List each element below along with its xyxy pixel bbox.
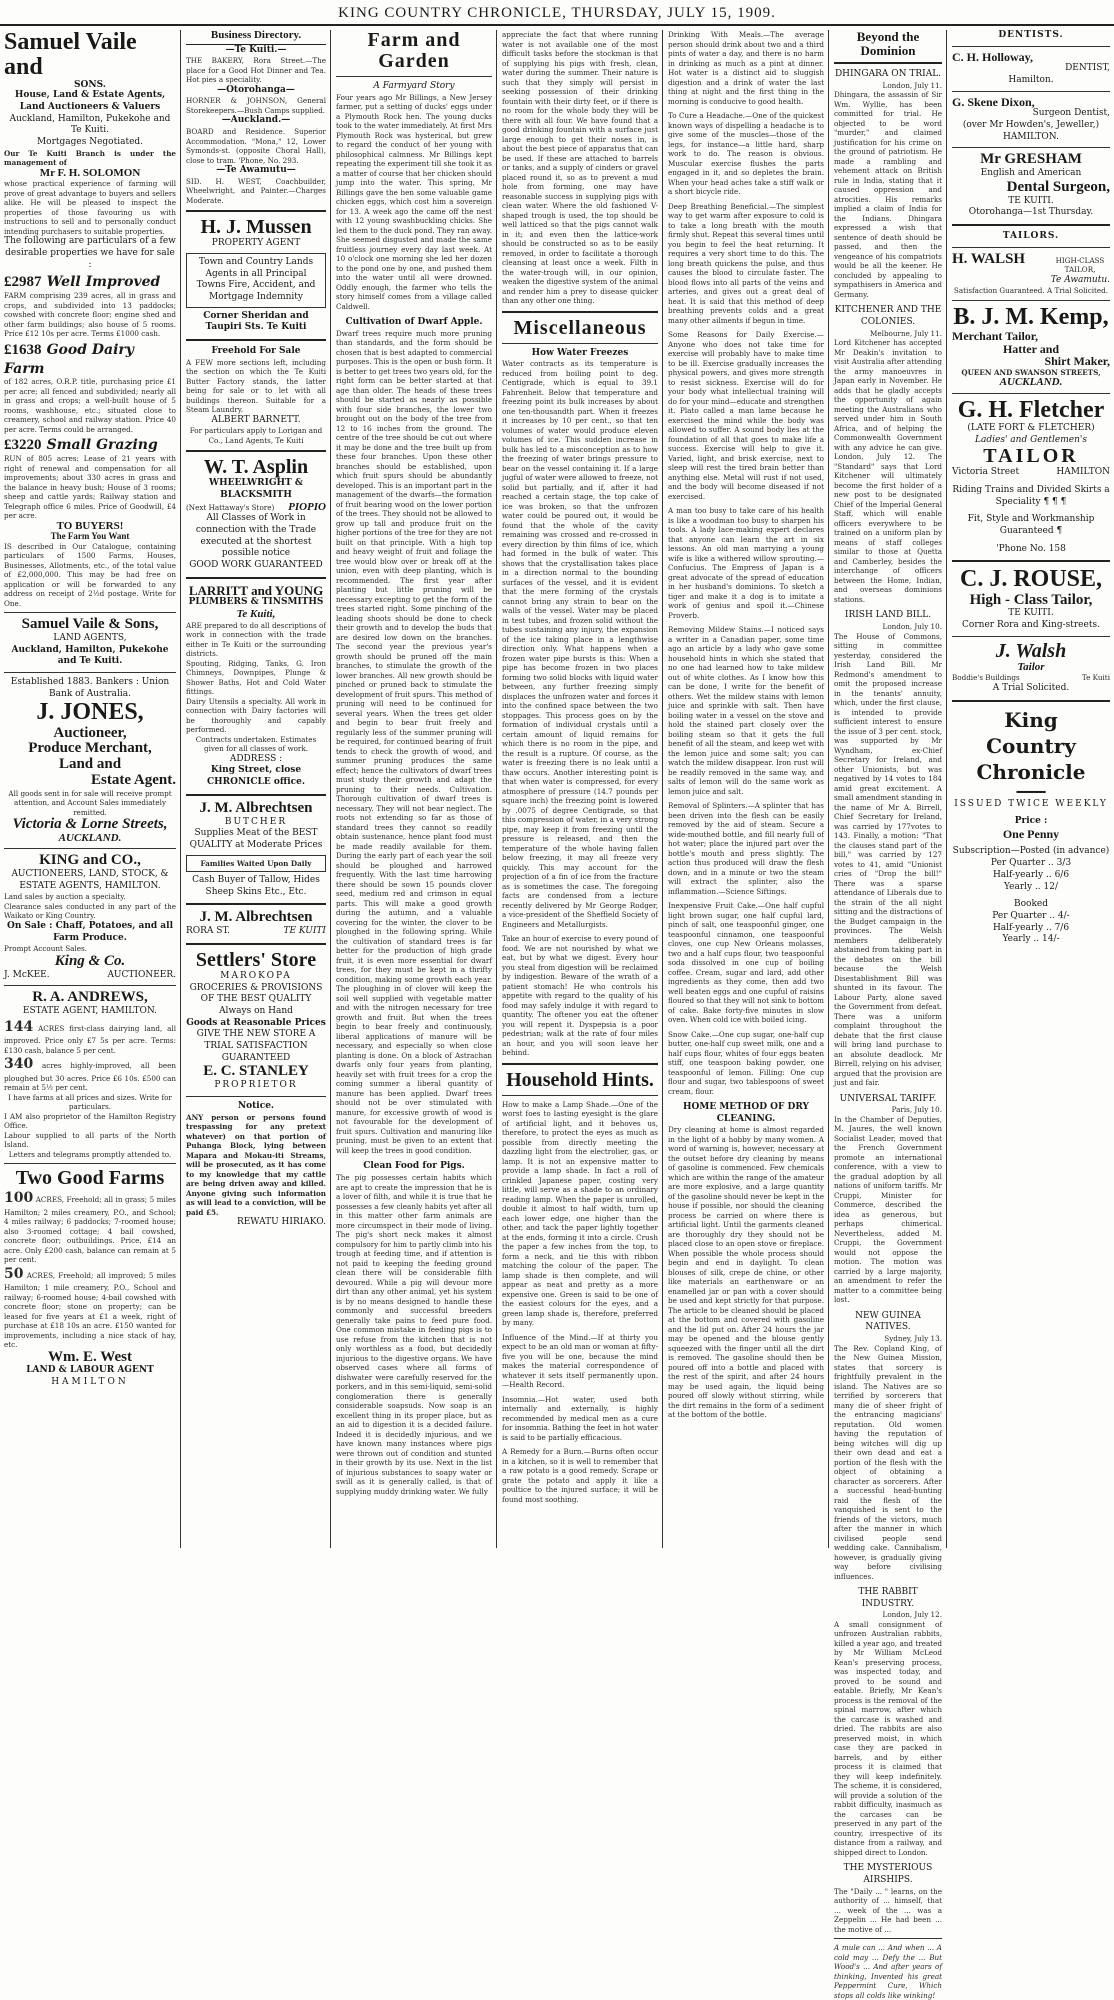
column-professional-cards: [948, 30, 1114, 1548]
king-sale: On Sale : Chaff, Potatoes, and all Farm Produce.: [7, 920, 173, 943]
household-hints-head: Household Hints.: [506, 1068, 654, 1091]
burn-paragraph: A Remedy for a Burn.—Burns often occur in a kitchen, so it is well to remember that a raw potato is a good remedy. Scrape or grate the potato and apply it like a poultice to the injured surface; it will be found most soothing.: [502, 1447, 658, 1504]
fruit-cake-paragraph: Inexpensive Fruit Cake.—One half cupful light brown sugar, one half cupful lard, pinch of salt, one teaspoonful ginger, one teaspoonful cinnamon, one teaspoonful cloves, one cup New Orleans molasses, two and a half cups flour, two teaspoonful soda dissolved in one cup of boiling coffee. Cream, sugar and lard, add other ingredients as they come, then add two well beaten eggs and one cupful of raisins floured so that they will not sink to bottom of cake. Bake forty-five minutes in slow oven. When cold ice with boiled icing.: [668, 901, 824, 1024]
water-freezes-head: How Water Freezes: [531, 347, 629, 358]
west-city: HAMILTON: [51, 1377, 129, 1388]
andrews-acres-num: 144: [4, 1018, 34, 1035]
vaile-list: The following are particulars of a few desirable properties we have for sale :: [4, 236, 176, 270]
stanley-trade: PROPRIETOR: [214, 1080, 298, 1091]
chronicle-subscription: Subscription—Posted (in advance): [952, 846, 1110, 857]
king-prompt: Prompt Account Sales.: [4, 944, 87, 954]
column-divider: [946, 30, 947, 1548]
asplin-body: All Classes of Work in connection with the Trade executed at the shortest possible notice: [195, 513, 317, 559]
mussen-addr: Corner Sheridan and Taupiri Sts. Te Kuiti: [203, 310, 309, 333]
king-trade: AUCTIONEERS, LAND, STOCK, & ESTATE AGENTS, HAMILTON.: [11, 869, 169, 891]
column-divider: [330, 30, 331, 1548]
walsh-town: Te Awamutu.: [1050, 274, 1110, 285]
household-hints-body: How to make a Lamp Shade.—One of the worst foes to lasting eyesight is the glare of artificial light, and it behoves us, therefore, to protect the eyes as much as possible from directly meeting the dazzling light from the electrolier, gas, or lamp. It is not an expensive matter to provide a lamp shade. In fact a roll of crinkled Japanese paper, costing very little, will serve as a shade to an ordinary reading lamp. When the paper is unrolled, double it almost to half width, turn up each lower edge, one higher than the other, and tack the paper lightly together at the ends, forming it into a circle. Crush the paper a few inches from the top, to form a neck, and tie this with ribbon matching the colour of the paper. The lamp shade is then complete, and will appear as neat and pretty as a more expensive one. Green is said to be one of the easiest colours for the eyes, and a green lamp shade is, therefore, preferred by many.: [502, 1099, 658, 1328]
vaile-sons: SONS.: [74, 80, 106, 91]
news-head: THE MYSTERIOUS AIRSHIPS.: [843, 1863, 933, 1886]
chronicle-rate: Per Quarter .. 3/3: [990, 858, 1072, 869]
andrews-trade: ESTATE AGENT, HAMILTON.: [22, 1006, 158, 1017]
news-body: The Rev. Copland King, of the New Guinea Mission, states that sorcery is frightfully prevalent in the island. The Natives are so terrified by sorcerers that many die of sheer fright of the entrancing magicians' reputation. Old women having the reputation of being witches will dig up their own dead and eat a portion of the flesh with the object of obtaining a character as sorcerers. After a successful head-hunting raid the flesh of the vanquished is sent to the friends of the victors, much after the manner in which civilised people send wedding cake. Cannibalism, however, is gradually giving way before civilising influences.: [834, 1343, 942, 1581]
dixon-name: G. Skene Dixon,: [952, 94, 1035, 109]
column-advertisements-left: [0, 30, 180, 1548]
jwalsh-trial: A Trial Solicited.: [992, 682, 1070, 693]
king-signature: King & Co.: [54, 952, 126, 969]
proverbs-paragraph: A man too busy to take care of his health is like a woodman too busy to sharpen his tools. A lady lace-making expert declares that anyone can learn the art in six lessons. An old man marrying a young wife is like a withered willow sprouting.—Confucius. The Empress of Japan is a great advocate of the spread of education in her husband's dominions. To sketch a tiger and make it a dog is to imitate a work of genius and spoil it.—Chinese Proverb.: [668, 506, 824, 620]
asplin-name: W. T. Asplin: [203, 456, 309, 479]
fletcher-fit: Fit, Style and Workmanship Guaranteed ¶: [967, 514, 1095, 537]
chronicle-rate: Per Quarter .. 4/-: [992, 910, 1070, 921]
column-beyond-dominion: [830, 29, 946, 2000]
bakery-listing: THE BAKERY, Rora Street.—The place for a Good Hot Dinner and Tea. Hot pies a speciality.: [186, 56, 326, 85]
fletcher-city: HAMILTON: [1056, 467, 1110, 478]
kemp-city: AUCKLAND.: [999, 376, 1063, 389]
gresham-line: English and American: [980, 168, 1082, 179]
splinters-paragraph: Removal of Splinters.—A splinter that has been driven into the flesh can be easily removed by the aid of steam. Secure a wide-mouthed bottle, and fill nearly full of hot water; place the injured part over the bottle's mouth and press slightly. The action thus produced will draw the flesh down, and in a minute or two the steam will extract the splinter, also the inflammation.—Science Siftings.: [668, 801, 824, 896]
exercise-reasons-paragraph: Some Reasons for Daily Exercise.—Anyone who does not take time for exercise will probably have to make time to be ill. Exercise gradually increases the physical powers, and gives more strength to resist sickness. Exercise will do for your body what intellectual training will do for your mind—educate and strengthen it. Plato called a man lame because he exercised the mind while the body was allowed to suffer. A sound body lies at the foundation of all that goes to make life a success. Exercise will help to give it. Varied, light, and brisk exercise, next to sleep will rest the tired brain better than anything else. Metal will rust if not used, and the body will become diseased if not exercised.: [668, 330, 824, 501]
kemp-line: Shirt Maker,: [1044, 354, 1110, 369]
albrechtsen-trade: BUTCHER: [224, 816, 288, 827]
headache-paragraph: To Cure a Headache.—One of the quickest known ways of dispelling a headache is to give some of the muscles—those of the legs, for instance—a little hard, sharp work to do. The reason is obvious. Muscular exercise flushes the parts engaged in it, and so depletes the brain. When your head aches take a stiff walk or a short bicycle ride.: [668, 111, 824, 196]
albrechtsen-name: J. M. Albrechtsen: [199, 799, 313, 816]
holloway-town: Hamilton.: [1008, 74, 1054, 85]
albrechtsen-buyer: Cash Buyer of Tallow, Hides Sheep Skins Etc., Etc.: [192, 875, 320, 897]
rouse-addr: Corner Rora and King-streets.: [962, 620, 1100, 631]
section-head: —Auckland.—: [221, 115, 291, 126]
column-divider: [496, 30, 497, 1548]
settlers-line: GIVE THE NEW STORE A TRIAL SATISFACTION GUARANTEED: [196, 1029, 316, 1063]
news-head: THE RABBIT INDUSTRY.: [858, 1587, 918, 1609]
property-body: RUN of 805 acres: Lease of 21 years with right of renewal and compensation for all improvements; about 330 acres in grass and the balance in heavy bush; House of 3 rooms; sheep and cattle yards; Railway station and Telegraph office 6 miles. Price of Goodwill, £4 per acre.: [4, 454, 176, 521]
property-title: Small Grazing: [46, 437, 158, 454]
west-listing: SID. H. WEST, Coachbuilder, Wheelwright, and Painter.—Charges Moderate.: [186, 176, 326, 205]
gresham-name: Mr GRESHAM: [980, 151, 1082, 168]
rouse-town: TE KUITI.: [1008, 608, 1054, 619]
farm-acres-body: ACRES, Freehold; all improved; 5 miles Hamilton; 1 mile creamery, P.O., School and railway; 6-roomed house; 4-bail cowshed with concrete floor; stone on property; can be leased for five years at £1 a week, right of purchase at £18 10s an acre. £150 wanted for improvements, including a nice stack of hay, etc.: [4, 1270, 176, 1350]
mildew-paragraph: Removing Mildew Stains.—I noticed says a writer in a Canadian paper, some time ago an article by a lady who gave some household hints in which she stated that no one had learned how to take mildew out of white clothes. As I know how this can be done, I write for the benefit of others. Wet the mildew stains with lemon juice and sprinkle with salt. Then have boiling water in a vessel on the stove and hold the stained part closely over the boiling steam so that it gets the full benefit of all the steam, and keep wet with the lemon juice and some salt; you can watch the mildew disappear. Iron rust will be readily removed in the same way, and salts of lemon will do the same work as lemon juice and salt.: [668, 625, 824, 796]
dwarf-apple-body: Dwarf trees require much more pruning than standards, and the form should be chosen that is best adapted to commercial purposes. This is the open or bush form. It is better to get trees two years old, for the right form can be better started at that age than older. The heads of these trees should be started as nearly as possible with four side branches, the lower two brought out on the body of the tree from 12 to 16 inches from the ground. The centre of the tree should be cut out where it may be done and the tree built up from these four branches. Upon these other branches should be established, upon which fruit spurs should be abundantly developed. This is an important part in the management of the dwarfs—the formation of fruit bearing wood on the lower portion of the trees. They should not be allowed to grow up tall and produce fruit on the higher portions of the tree for they are not built on that principle. With a high top and heavy weight of fruit and foliage the tree would blow over or break off at the union, even with deep planting, which is recommended. The first year after planting but little pruning will be necessary excepting to get the form of the trees started right. Some pinching of the leading shoots should be done to check their growth and to develop the buds that are desired low down on the branches. The second year the previous year's growth should be pruned off the main branches, to stimulate the growth of the lower branches. All new growth should be pinched or pruned back to stimulate the development of fruit spurs. This method of pruning will need to be continued for several years. When the trees get older and begin to bear fruit freely and regularly less of the summer pruning will be required, for continued bearing of fruit tends to check the growth of wood, and summer pruning produces the same effect; hence the cultivators of dwarf trees must study their growth and adapt the pruning to their needs. Cultivation. Thorough cultivation of dwarf trees is necessary. They will not bear neglect. The roots not extending so far as those of standard trees they cannot so readily obtain sustenance, hence plant food must be made readily available for them. During the early part of each year the soil should be ploughed and harrowed frequently. With the last time harrowing there should be sown 15 pounds clover seed, medium red and crimson in equal parts. This will make a good growth during the autumn, and a valuable covering for the winter, the clover to be ploughed in the following spring. While the cultivation of standard trees is far better for the production of high grade fruit, it is even more essential for dwarf trees, for they must be kept in a thrifty condition, making some growth each year. The ploughing in of clover will keep the soil well supplied with vegetable matter and with the nitrogen necessary for tree growth and fruit. But when the trees begin to bear freely and continuously, liberal applications of manure will be necessary, and especially so when close planting is done. On a block of Astrachan dwarfs only four years from planting, heavily set with fruit trees for a crop the coming summer a liberal quantity of manure has been applied. Dwarf trees should not be over stimulated with manure, for excessive growth of wood is not favourable for the development of fruit spurs. Cultivation and manuring like pruning, must be given to an extent that will keep the trees in good condition.: [336, 328, 492, 1155]
column-divider: [180, 30, 181, 1548]
board-listing: BOARD and Residence. Superior Accommodation. "Mona," 12, Lower Symonds-st. (opposite Choral Hall), close to tram. 'Phone, No. 293.: [186, 127, 326, 165]
albrechtsen-families: Families Waited Upon Daily: [186, 855, 326, 873]
property-body: of 182 acres, O.R.P. title, purchasing price £1 per acre; all fenced and subdivided; nearly all in grass and crops; a well-built house of 5 rooms, washhouse, etc.; situated close to creamery, school and railway station. Price 40 per acre. Terms could be arranged.: [4, 377, 176, 434]
news-head: IRISH LAND BILL.: [844, 610, 932, 621]
exercise-paragraph: Take an hour of exercise to every pound of food. We are not nourished by what we eat, but by what we digest. Every hour you steal from digestion will be reclaimed by indigestion. Beware of the wrath of a patient stomach! He who controls his appetite with regard to the quality of his food may safely indulge it with regard to quantity. The oftener you eat the oftener you will repent it. Dyspepsia is a poor pedestrian; walk at the rate of four miles an hour, and you will soon leave her behind.: [502, 934, 658, 1058]
snow-cake-paragraph: Snow Cake.—One cup sugar, one-half cup butter, one-half cup sweet milk, one and a half cups flour, whites of four eggs beaten stiff, one teaspoon baking powder, one teaspoonful of lemon. Filling: One cup flour and sugar, two tablespoons of sweet cream, flour.: [668, 1029, 824, 1096]
chronicle-price-label: Price :: [1014, 816, 1048, 827]
news-date: London, July 10.: [882, 622, 942, 632]
buyers-head: TO BUYERS!: [56, 519, 124, 532]
asplin-place: PIOPIO: [288, 500, 326, 513]
vaile-name: Samuel Vaile and: [4, 29, 137, 81]
kemp-line: Merchant Tailor,: [952, 328, 1039, 343]
jwalsh-name: J. Walsh: [995, 639, 1067, 662]
news-date: London, July 11.: [882, 80, 942, 90]
masthead: [0, 0, 1114, 26]
clean-food-pigs-body: The pig possesses certain habits which are apt to create the impression that he is a lover of filth, and while it is true that he possesses a few cleanly habits yet after all in this matter other farm animals are more circumspect in their mode of living. The pig's short neck makes it almost compulsory for him to partly climb into his trough at feeding time, and if attention is not paid to keeping the feeding ground clean there will be considerable filth devoured. While a pig will devour more dirt than any other animal, yet his system is by no means designed to handle these commonly and successful breeders generally take pains to feed pure food. One common mistake in feeding pigs is to use refuse from the kitchen that is not only worthless as a food, but decidedly injurious to the digestive organs. We have observed cases where all forms of dishwater were carefully reserved for the porkers, and in this semi-liquid, semi-solid conglomeration there is generally considerable soapsuds. Now soap is an excellent thing in its proper place, but as an aid to digestion it is a decided failure. Indeed it is decidedly injurious, and we have known many instances where pigs were thrown out of condition and stunted in their growth by its use. Next in the list of injurious substances to soapy water or swill as it is generally called, is that of supplying muddy drinking water. We fully: [336, 1173, 492, 1496]
buyers-sub: The Farm You Want: [50, 531, 130, 542]
freehold-head: Freehold For Sale: [211, 346, 301, 357]
larritt-list: Spouting, Ridging, Tanks, G. Iron Chimneys, Downpipes, Plunge & Shower Baths, Hot and Cold Water fittings.: [186, 658, 326, 697]
andrews-proxy: I AM also proprietor of the Hamilton Registry Office.: [4, 1111, 176, 1131]
news-body: The House of Commons, sitting in committee yesterday, considered the Irish Land Bill. Mr Redmond's amendment to omit the proposed increase in the tenants' annuity, which, under the first clause, is intended to provide sufficient interest to ensure the issue of 3 per cent. stock, was supported by Mr Wyndham, ex-Chief Secretary for Ireland, and other Unionists, but was negatived by 14 votes to 184 amid great excitement. A small amendment standing in the name of Mr A. Birrell, Chief Secretary for Ireland, was carried by 177votes to 143. Finally, a motion: "That the clauses stand part of the bill," was carried by 127 votes to 41, amid "Unionist cries of "Drop the bill!" There was a sparse attendance of Liberals due to the strain of the all night sitting and the distractions of the Budget campaign in the provinces. The Welsh members deliberately abstained from taking part in the debates on the bill because the Welsh Disestablishment Bill was shunted in its favour. The Labour Party, alone saved the Government from defeat. There was a uniform complaint throughout the debate that the first clause will bring land purchase to an absolute deadlock. Mr Birrell, relying on his adviser, argued that the provision are just and fair.: [834, 631, 942, 1088]
verse-paragraph: A mule can ... And when ... A cold may ... Defy the ... But Wood's ... And after years of thinking, Invented his great Peppermint Cure, Which stops all colds like winking!: [834, 1943, 942, 2000]
clean-food-pigs-head: Clean Food for Pigs.: [363, 1161, 465, 1172]
column-divider: [828, 30, 829, 1548]
chronicle-booked: Booked: [1014, 899, 1048, 910]
news-body: The "Daily ... " learns, on the authority of ... himself, that ... week of the ... was a Zeppelin ... He had been ... the motive of ...: [834, 1886, 942, 1934]
notice-head: Notice.: [237, 1100, 275, 1111]
column-miscellaneous: [498, 30, 662, 1548]
dixon-addr: (over Mr Howden's, Jeweller,): [962, 119, 1100, 130]
established: Established 1883. Bankers : Union Bank of Australia.: [10, 676, 170, 699]
farms-head: Two Good Farms: [15, 1167, 165, 1190]
jones-line: Auctioneer,: [53, 724, 127, 741]
fletcher-ladies: Ladies' and Gentlemen's: [975, 434, 1087, 445]
news-date: Paris, July 10.: [891, 1105, 942, 1115]
larritt-dairy: Dairy Utensils a specialty. All work in connection with Dairy factories will be thoroughly and capably performed.: [186, 696, 326, 735]
kemp-name: B. J. M. Kemp,: [953, 303, 1109, 330]
news-head: KITCHENER AND THE COLONIES.: [834, 305, 942, 328]
notice-signature: REWATU HIRIAKO.: [236, 1217, 326, 1228]
gresham-day: Otorohanga—1st Thursday.: [968, 207, 1094, 218]
fletcher-phone: 'Phone No. 158: [996, 543, 1066, 554]
dry-cleaning-head: HOME METHOD OF DRY CLEANING.: [683, 1102, 809, 1124]
larritt-address: ADDRESS :: [229, 753, 283, 764]
andrews-acres-body: ACRES first-class dairying land, all improved. Price only £7 5s per acre. Terms: £130 cash, balance 5 per cent.: [4, 1023, 176, 1055]
settlers-line: Always on Hand: [219, 1005, 293, 1016]
column-farm-garden: [332, 30, 496, 1548]
settlers-name: Settlers' Store: [195, 948, 317, 971]
king-body: Land sales by auction a specialty.: [4, 892, 126, 902]
king-name: KING and CO.,: [39, 852, 141, 869]
farm-acres-num: 100: [4, 1190, 34, 1207]
barnett: ALBERT BARNETT.: [211, 414, 301, 425]
mussen-box: Town and Country Lands Agents in all Principal Towns Fire, Accident, and Mortgage Indemnity: [186, 253, 326, 308]
fletcher-trade: TAILOR: [983, 445, 1079, 468]
gresham-line: Dental Surgeon,: [1006, 178, 1110, 195]
jones-name: J. JONES,: [36, 699, 144, 726]
andrews-acres-body: acres highly-improved, all been ploughed but 30 acres. Price £6 10s. £500 can remain at 5½ per cent.: [4, 1061, 176, 1093]
west-trade: LAND & LABOUR AGENT: [26, 1365, 154, 1376]
farm-garden-head: Farm and Garden: [367, 29, 461, 72]
chronicle-divider: ━━━━: [1016, 784, 1046, 799]
news-body: Dhingara, the assassin of Sir Wm. Wyllie, has been committed for trial. He objected to be word "murder," and claimed justification for his crime on the ground of patriotism. He made a rambling and vehement attack on British rule in India, stating that it caused oppression and atrocities. His remarks implied a claim of India for the Indians. Dhingara expressed a wish that sentence of death should be passed, and then the vengeance of his compatriots would be all the keener. He concluded by appealing to sympathisers in America and Germany.: [834, 90, 942, 299]
kemp-line: Hatter and: [1002, 341, 1060, 356]
vaile-branch: Our Te Kuiti Branch is under the management of: [4, 148, 176, 168]
fletcher-late: (LATE FORT & FLETCHER): [967, 422, 1095, 433]
andrews-labour: Labour supplied to all parts of the North Island.: [4, 1130, 176, 1150]
freehold-body: A FEW more sections left, including the section on which the Te Kuiti Butter Factory stands, the latter being for sale or to let with all buildings thereon. Suitable for a Steam Laundry.: [186, 357, 326, 415]
chronicle-rate: Yearly .. 12/: [1003, 881, 1059, 892]
property-body: FARM comprising 239 acres, all in grass and crops, and subdivided into 13 paddocks; cowshed with concrete floor; engine shed and other farm buildings; also house of 5 rooms. Price £12 10s per acre. Terms £1000 cash.: [4, 291, 176, 339]
section-head: —Te Kuiti.—: [225, 44, 287, 55]
fletcher-name: G. H. Fletcher: [957, 396, 1105, 423]
farmyard-story-body: Four years ago Mr Billings, a New Jersey farmer, put a setting of ducks' eggs under a Plymouth Rock hen. The young ducks took to the water immediately. At first Mrs Plymouth Rock was hysterical, but grew to regard the conduct of her young with philosophical calmness. Mr Billings kept repeating the experiment till she took it as a matter of course that her chicken should jump into the water. This spring, Mr Billings gave the hen some valuable game chicken eggs, which cost him a sovereign for 13. A week ago the came off the nest with 12 young swashbuckling chicks. She led them to the duck pond. They ran away. She seemed disgusted and made the same fruitless journey every day last week. At 10 o'clock one morning she led her dozen to the pond one by one, and pushed them into the water until all were drowned. Oddly enough, the farmer who tells the story himself comes from a village called Caldwell.: [336, 92, 492, 311]
breathing-paragraph: Deep Breathing Beneficial.—The simplest way to get warm after exposure to cold is to take a long breath with the mouth firmly shut. Repeat this several times until you begin to feel the heat returning. It requires a very short time to do this. The long breath quickens the pulse, and thus causes the blood to circulate faster. The blood flows into all parts of the veins and arteries, and gives out a great deal of heat. It is said that this method of deep breathing prevents colds and a great many other ailments if begun in time.: [668, 201, 824, 325]
jones-line: Produce Merchant,: [28, 740, 152, 757]
vaile-body: whose practical experience of farming will prove of great advantage to buyers and sellers alike. He will be pleased to inspect the properties of those favouring us with instructions to sell and to personally conduct intending purchasers to suitable properties.: [4, 179, 176, 236]
albrechtsen2-name: J. M. Albrechtsen: [199, 909, 313, 926]
directory-head: Business Directory.: [186, 30, 326, 45]
larritt-body: ARE prepared to do all descriptions of work in connection with the trade either in Te Kuiti or the surrounding districts.: [186, 620, 326, 659]
drinking-paragraph: Drinking With Meals.—The average person should drink about two and a third pints of water a day, and there is no harm in drinking as much as a pint at dinner. Hot water is a distinct aid to sluggish digestion and a drink of water the last thing at night and the first thing in the morning is conducive to good health.: [668, 30, 824, 106]
king-body: Clearance sales conducted in any part of the Waikato or King Country.: [4, 901, 176, 921]
notice-body: ANY person or persons found trespassing for any pretext whatever) on that portion of Puhanga Block, lying between Mapara and Mokau-iti Streams, will be prosecuted, as it has come to my knowledge that my cattle are being driven away and killed. Anyone giving such information as will lead to a conviction, will be paid £5.: [186, 1112, 326, 1217]
walsh-trade: HIGH-CLASS TAILOR,: [1055, 255, 1105, 275]
dentists-head: DENTISTS.: [998, 30, 1064, 40]
news-head: DHINGARA ON TRIAL.: [834, 69, 942, 80]
andrews-letters: Letters and telegrams promptly attended to.: [8, 1149, 172, 1159]
asplin-trade: WHEELWRIGHT & BLACKSMITH: [209, 478, 303, 501]
fletcher-riding: Riding Trains and Divided Skirts a Speciality ¶ ¶ ¶: [952, 485, 1110, 507]
larritt-trade: PLUMBERS & TINSMITHS: [188, 597, 324, 608]
property-title: Good Dairy Farm: [4, 341, 134, 378]
chronicle-rate: Half-yearly .. 7/6: [992, 922, 1070, 933]
jwalsh-trade: Tailor: [1017, 660, 1045, 673]
property-price: £2987: [4, 274, 42, 291]
jwalsh-town: Te Kuiti: [1081, 673, 1110, 683]
albrechtsen-body: Supplies Meat of the BEST QUALITY at Moderate Prices: [189, 828, 323, 850]
asplin-near: (Next Hattaway's Store): [186, 502, 275, 512]
insomnia-paragraph: Insomnia.—Hot water, used both internally and externally, is highly recommended by medical men as a cure for insomnia. Bathing the feet in hot water is said to be partially efficacious.: [502, 1394, 658, 1442]
holloway-name: C. H. Holloway,: [952, 49, 1034, 64]
holloway-trade: DENTIST,: [1065, 63, 1110, 74]
column-divider: [662, 30, 663, 1548]
beyond-dominion-head: Beyond the Dominion: [856, 29, 920, 58]
farm-acres-body: ACRES, Freehold; all in grass; 5 miles Hamilton; 2 miles creamery, P.O., and School; 4 miles railway; 6 paddocks; 7-roomed house; also 3-roomed cottage; 4 bail cowshed, concrete floor; outbuildings. Price, £14 an acre. Only £200 cash, balance can remain at 5 per cent.: [4, 1195, 176, 1265]
news-date: Sydney, July 13.: [884, 1334, 942, 1344]
mussen-trade: PROPERTY AGENT: [211, 238, 301, 249]
news-body: In the Chamber of Deputies, M. Jaures, the well known Socialist Leader, moved that the French Government promote an international conference, with a view to the gradual adoption by all nations of uniform tariffs. Mr Cruppi, Minister for Commerce, described the idea as generous, but perhaps chimerical. Nevertheless, added M. Cruppi, the Government would not oppose the motion. The motion was carried by a large majority, an amendment to refer the matter to a committee being lost.: [834, 1114, 942, 1305]
jwalsh-addr: Boddie's Buildings: [952, 673, 1020, 683]
sons-name: Samuel Vaile & Sons,: [21, 616, 159, 633]
news-date: London, July 12.: [882, 1610, 942, 1620]
walsh-satisfaction: Satisfaction Guaranteed. A Trial Solicited.: [953, 286, 1109, 296]
news-head: UNIVERSAL TARIFF.: [839, 1093, 937, 1104]
andrews-acres-num: 340: [4, 1056, 34, 1073]
section-head: —Otorohanga—: [217, 84, 295, 95]
property-title: Well Improved: [46, 274, 161, 291]
andrews-farms: I have farms at all prices and sizes. Write for particulars.: [8, 1092, 172, 1112]
dixon-town: HAMILTON.: [1003, 131, 1059, 142]
larritt-name: LARRITT and YOUNG: [188, 582, 324, 598]
news-body: A small consignment of unfrozen Australian rabbits, killed a year ago, and treated by Mr William McLeod Kean's preserving process, was inspected today, and proved to be sound and eatable. Briefly, Mr Kean's process is the removal of the spinal marrow, after which the carcase is washed and dried. The rabbits are also preserved moist, in which case they are packed in barrels, and by either process it is claimed that they will keep indefinitely. The scheme, it is considered, will provide a solution of the rabbit difficulty, inasmuch as the carcases can be preserved in any part of the country, irrespective of its distance from a railway, and shipped direct to London.: [834, 1619, 942, 1857]
chronicle-issued: ISSUED TWICE WEEKLY: [954, 798, 1108, 809]
stanley-name: E. C. STANLEY: [203, 1063, 309, 1080]
jones-body: All goods sent in for sale will receive prompt attention, and Account Sales immediately remitted.: [8, 788, 172, 817]
dwarf-apple-head: Cultivation of Dwarf Apple.: [345, 317, 483, 328]
rouse-trade: High - Class Tailor,: [969, 591, 1093, 608]
sons-trade: LAND AGENTS,: [53, 632, 127, 643]
property-price: £1638: [4, 341, 42, 358]
news-date: Melbourne, July 11.: [870, 328, 942, 338]
walsh-name: H. WALSH: [952, 250, 1026, 267]
pigs-continued: appreciate the fact that where running water is not available one of the most difficult tasks before the stockman is that of supplying his pigs with fresh, clean, water during the summer. Their nature is such that they simply will persist in seeking possession of their drinking fountain with their dirty feet, or if there is no room for the whole body they will be there with all four. We have found that a good drinking fountain with a surface just large enough to get their noses in, is about the best piece of apparatus that can be used. If these are attached to barrels or tanks, and a supply of cinders or gravel placed round it, so as to prevent a mud hole from forming, one may have reasonable success in supplying pigs with clean water. Where the old fashioned V-shaped trough is used, the top should be well latticed so that the pigs cannot walk in it; and even then the lattice-work should be constructed so as to be easily removed, in order to facilitate a thorough cleansing at least once a week. Filth in the water-trough will, in our opinion, weaken the digestive system of the animal and render him a prey to disease quicker than any other one thing.: [502, 30, 658, 305]
section-head: —Te Awamutu—: [216, 165, 296, 176]
dry-cleaning-body: Dry cleaning at home is almost regarded in the light of a hobby by many women. A word of warning is, however, necessary at the outset before dry cleaning by means of gasoline is commenced. Few chemicals which are within the range of the amateur are more explosive, and a large quantity of the gasoline should never be kept in the house if possible, nor should the cleaning process be carried on where there is artificial light. Until the garments cleaned are thoroughly dry they should not be placed close to an open stove or fireplace. When possible the whole process should begin and end in daylight. To clean blouses of silk, crepe de chine, or other like materials an earthenware or an enamelled jar or pan with a cover should be used and kept strictly for that purpose. The article to be cleaned should be placed at the bottom and covered with gasoline and the lid put on. After 24 hours the jar may be opened and the blouse gently squeezed with the finger until all the dirt is removed. The gasoline should then be poured off into a bottle and placed with the rest of the spirit, and after 24 hours may be used again, the liquid being poured off slowly without stirring, while the dirt remains in the form of a sediment at the bottom of the bottle.: [668, 1125, 824, 1420]
farmyard-story-head: A Farmyard Story: [373, 81, 455, 91]
asplin-guarantee: GOOD WORK GUARANTEED: [189, 560, 323, 571]
mussen-name: H. J. Mussen: [200, 216, 312, 239]
news-head: NEW GUINEA NATIVES.: [855, 1310, 921, 1333]
column-hints-continued: [664, 30, 828, 1548]
tailors-head: TAILORS.: [1002, 230, 1060, 241]
larritt-street: King Street, close CHRONICLE office.: [206, 765, 306, 788]
vaile-trade: House, Land & Estate Agents, Land Auctioneers & Valuers: [14, 90, 166, 113]
rouse-name: C. J. ROUSE,: [959, 566, 1103, 593]
jones-city: AUCKLAND.: [58, 831, 122, 844]
sons-places: Auckland, Hamilton, Pukekohe and Te Kuiti.: [11, 644, 169, 667]
west-name: Wm. E. West: [48, 1348, 132, 1365]
larritt-contracts: Contracts undertaken. Estimates given for all classes of work.: [195, 734, 317, 754]
larritt-town: Te Kuiti,: [236, 608, 276, 621]
settlers-line: Goods at Reasonable Prices: [186, 1017, 326, 1028]
dixon-trade: Surgeon Dentist,: [1032, 108, 1110, 119]
king-auctioneer: AUCTIONEER.: [107, 969, 176, 980]
chronicle-price: One Penny: [1002, 826, 1060, 841]
fletcher-addr: Victoria Street: [952, 467, 1020, 478]
water-freezes-body: Water contracts as its temperature is reduced from boiling point to deg. Centigrade, which is equal to 39.1 Fahrenheit. Below that temperature and freezing point its bulk increases by about one ten-thousandth part. When it freezes it increases by 10 per cent., so that ten volumes of water would produce eleven volumes of ice. This sudden increase in bulk has led to a misconception as to how the freezing of water brings pressure to bear on the vessel containing it. If a large jugful of water were allowed to freeze, not solid but partially, and if, after it had reached a certain stage, the top cake of ice was broken, so that the unfrozen water could be poured out, it would be found that the whole of the cavity remaining was crossed and re-crossed in every direction by thin films of ice, which had formed in the bulk of water. This shows that the crystallisation takes place in a direction normal to the bounding surfaces of the vessel, and it is evident that the mere forming of the crystals cannot bring any strain to bear on the walls of the vessel. Water may be placed in test tubes, and frozen solid without the tubes sustaining any injury, the expansion of the ice taking place in a lengthwise direction only. What happens when a frozen water pipe bursts is this: When a pipe has become frozen in two places forming two solid blocks with liquid water between, any further freezing simply displaces the unfrozen water and forces it into the confined space between the two stoppages. This process goes on by the formation of individual crystals until a certain amount of liquid remains for which there is no room in the pipe, and the result is a rupture. Of course, as the water is freezing there is no leak until a thaw occurs. Another interesting point is that when water is compressed, for every atmosphere of pressure (14.7 pounds per square inch) the freezing point is lowered by .0075 of degree Centigrade, so that this compression of water, in a very strong pipe, may keep it from freezing until the pressure is released, and then the temperature of the whole having fallen below freezing, it may all freeze very quickly. This may account for the projection of a fin of ice from the fracture as is sometimes the case. The foregoing facts are condensed from a lecture recently delivered by Mr George Rodger, a vice-president of the Sheffield Society of Engineers and Metallurgists.: [502, 359, 658, 929]
jones-addr: Victoria & Lorne Streets,: [12, 816, 168, 833]
chronicle-name: King Country Chronicle: [976, 707, 1086, 784]
masthead-title: KING COUNTRY CHRONICLE, THURSDAY, JULY 15, 1909.: [338, 5, 776, 21]
albrechtsen2-town: TE KUITI: [283, 926, 326, 937]
kemp-addr: QUEEN AND SWANSON STREETS,: [961, 367, 1101, 377]
farm-acres-num: 50: [4, 1265, 24, 1282]
column-business-directory: [182, 30, 330, 1548]
gresham-town: TE KUITI.: [1008, 195, 1054, 206]
jones-line: Estate Agent.: [91, 771, 176, 788]
chronicle-rate: Yearly .. 14/-: [1002, 934, 1060, 945]
vaile-places: Auckland, Hamilton, Pukekohe and Te Kuiti.: [9, 113, 171, 136]
miscellaneous-head: Miscellaneous: [513, 316, 647, 339]
influence-paragraph: Influence of the Mind.—If at thirty you expect to be an old man or woman at fifty-five you will be one, because the mind makes the material correspondence of whatever it sets itself permanently upon.—Health Record.: [502, 1332, 658, 1390]
horner-listing: HORNER & JOHNSON, General Storekeepers.—Bush Camps supplied.: [186, 96, 326, 115]
property-price: £3220: [4, 437, 42, 454]
barnett-apply: For particulars apply to Lorigan and Co., Land Agents, Te Kuiti: [189, 426, 323, 445]
news-body: Lord Kitchener has accepted Mr Deakin's invitation to visit Australia after attending the army manoeuvres in Japan early in November. He adds that he gladly accepts the opportunity of again meeting the Australians who served under him in South Africa, and of helping the Commonwealth Government with any advice he can give. London, July 12. The "Standard" says that Lord Kitchener will ultimately become the first holder of a new post to be designated Chief of the Imperial General Staff, which will enable officers everywhere to be trained on a uniform plan by means of staff colleges similar to those at Quetta and Camberley, besides the interchange of officers between the Home, Indian, and overseas dominions stations.: [834, 338, 942, 604]
jones-line: Land and: [58, 756, 122, 773]
settlers-line: GROCERIES & PROVISIONS OF THE BEST QUALITY: [189, 982, 323, 1005]
king-mckee: J. McKEE.: [4, 969, 50, 980]
settlers-place: MAROKOPA: [220, 970, 292, 981]
buyers-body: IS described in Our Catalogue, containing particulars of 1500 Farms, Houses, Businesses, Allotments, etc., of the total value of £2,000,000. This may be had free on application or will be forwarded to any address on receipt of 2½d postage. Write for One.: [4, 541, 176, 608]
chronicle-rate: Half-yearly .. 6/6: [992, 869, 1070, 880]
vaile-mortgage: Mortgages Negotiated.: [36, 137, 144, 148]
albrechtsen2-addr: RORA ST.: [186, 926, 230, 937]
andrews-name: R. A. ANDREWS,: [32, 989, 148, 1006]
vaile-manager: Mr F. H. SOLOMON: [39, 166, 141, 179]
